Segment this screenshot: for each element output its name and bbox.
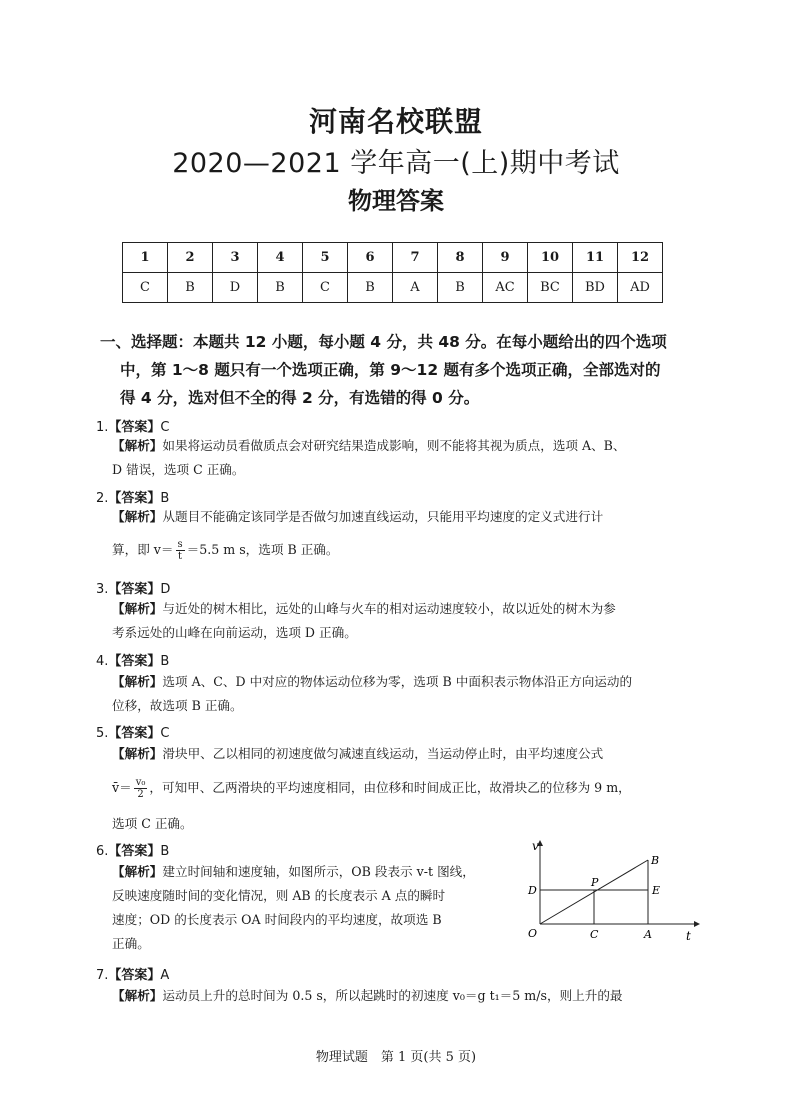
- label-v: v: [532, 839, 539, 853]
- question-6-answer: [96, 840, 169, 859]
- analysis-text: 与近处的树木相比，远处的山峰与火车的相对运动速度较小，故以近处的树木为参: [162, 601, 616, 616]
- fraction-numerator: v₀: [135, 777, 146, 788]
- subject-title: 物理答案: [348, 187, 444, 215]
- question-number-cell: 7: [393, 243, 438, 273]
- question-7-answer: [96, 964, 169, 983]
- formula-text: ＝5.5 m s，选项 B 正确。: [186, 542, 339, 557]
- label-O: O: [528, 927, 538, 940]
- answer-cell: C: [303, 273, 348, 303]
- answer-label: 【答案】: [108, 491, 161, 506]
- formula-text: 算，即 v＝: [112, 542, 174, 557]
- answer-value: B: [160, 844, 170, 859]
- answer-cell: AD: [618, 273, 663, 303]
- question-number-cell: 3: [213, 243, 258, 273]
- answer-table-answer-row: [123, 273, 663, 303]
- answer-value: C: [160, 420, 170, 435]
- answer-value: B: [160, 491, 170, 506]
- question-2-answer: [96, 487, 169, 506]
- analysis-text: 运动员上升的总时间为 0.5 s，所以起跳时的初速度 v₀＝g t₁＝5 m/s，则上升的最: [162, 988, 623, 1003]
- answer-cell: BC: [528, 273, 573, 303]
- question-number-cell: 8: [438, 243, 483, 273]
- answer-table: [122, 242, 663, 303]
- exam-title: 2020—2021 学年高一(上)期中考试: [172, 148, 620, 179]
- label-C: C: [590, 928, 599, 941]
- question-4-analysis: [112, 670, 698, 718]
- formula-text: v̄＝: [112, 780, 132, 795]
- question-number-cell: 5: [303, 243, 348, 273]
- t-axis-arrow: [694, 921, 700, 927]
- answer-label: 【答案】: [108, 420, 161, 435]
- analysis-label: 【解析】: [112, 864, 163, 879]
- label-B: B: [651, 854, 660, 867]
- analysis-text: 如果将运动员看做质点会对研究结果造成影响，则不能将其视为质点，选项 A、B、: [162, 438, 626, 453]
- analysis-text: 正确。: [112, 936, 150, 951]
- question-number-cell: 4: [258, 243, 303, 273]
- answer-value: B: [160, 654, 170, 669]
- question-number-cell: 12: [618, 243, 663, 273]
- question-3-answer: [96, 578, 170, 597]
- answer-value: C: [160, 726, 170, 741]
- school-union-title: 河南名校联盟: [308, 105, 483, 138]
- question-number-cell: 1: [123, 243, 168, 273]
- section-heading-line1: 一、选择题：本题共 12 小题，每小题 4 分，共 48 分。在每小题给出的四个选项: [100, 333, 667, 351]
- answer-table-header-row: [123, 243, 663, 273]
- answer-label: 【答案】: [108, 582, 161, 597]
- question-number-cell: 6: [348, 243, 393, 273]
- question-number: 3.: [96, 582, 109, 597]
- answer-cell: B: [258, 273, 303, 303]
- question-number: 6.: [96, 844, 109, 859]
- analysis-text: 选项 A、C、D 中对应的物体运动位移为零，选项 B 中面积表示物体沿正方向运动的: [162, 674, 633, 689]
- analysis-text: 反映速度随时间的变化情况，则 AB 的长度表示 A 点的瞬时: [112, 888, 446, 903]
- analysis-text: 滑块甲、乙以相同的初速度做匀减速直线运动，当运动停止时，由平均速度公式: [162, 746, 604, 761]
- answer-value: D: [160, 582, 171, 597]
- analysis-label: 【解析】: [112, 438, 163, 453]
- question-number: 1.: [96, 420, 109, 435]
- fraction: [176, 539, 185, 562]
- answer-label: 【答案】: [108, 968, 161, 983]
- answer-label: 【答案】: [108, 654, 161, 669]
- formula-text: ，可知甲、乙两滑块的平均速度相同，由位移和时间成正比，故滑块乙的位移为 9 m，: [149, 780, 631, 795]
- label-E: E: [652, 884, 661, 897]
- question-number: 2.: [96, 491, 109, 506]
- answer-cell: B: [438, 273, 483, 303]
- label-D: D: [528, 884, 537, 897]
- answer-cell: B: [168, 273, 213, 303]
- analysis-label: 【解析】: [112, 601, 163, 616]
- question-5-analysis: [112, 742, 698, 766]
- question-5-tail: 选项 C 正确。: [112, 816, 193, 831]
- label-P: P: [591, 876, 599, 889]
- label-t: t: [686, 929, 691, 943]
- fraction-denominator: t: [178, 551, 183, 562]
- question-2-analysis: [112, 505, 698, 529]
- question-number-cell: 9: [483, 243, 528, 273]
- question-number: 5.: [96, 726, 109, 741]
- question-3-analysis: [112, 597, 698, 645]
- analysis-text: 从题目不能确定该同学是否做匀加速直线运动，只能用平均速度的定义式进行计: [162, 509, 604, 524]
- question-5-answer: [96, 722, 170, 741]
- section-heading-line3: 得 4 分，选对但不全的得 2 分，有选错的得 0 分。: [120, 389, 480, 407]
- fraction-numerator: s: [177, 539, 183, 550]
- question-2-formula: [112, 538, 698, 562]
- analysis-label: 【解析】: [112, 746, 163, 761]
- answer-cell: A: [393, 273, 438, 303]
- analysis-label: 【解析】: [112, 988, 163, 1003]
- answer-label: 【答案】: [108, 844, 161, 859]
- answer-cell: C: [123, 273, 168, 303]
- fraction-denominator: 2: [137, 789, 144, 800]
- question-1-analysis: [112, 434, 698, 482]
- question-number-cell: 10: [528, 243, 573, 273]
- analysis-text: 速度；OD 的长度表示 OA 时间段内的平均速度，故项选 B: [112, 912, 442, 927]
- question-number: 7.: [96, 968, 109, 983]
- label-A: A: [644, 928, 652, 941]
- fraction: [134, 777, 148, 800]
- analysis-text: 建立时间轴和速度轴，如图所示，OB 段表示 v-t 图线，: [162, 864, 475, 879]
- analysis-text: 位移，故选项 B 正确。: [112, 698, 243, 713]
- section-heading-line2: 中，第 1～8 题只有一个选项正确，第 9～12 题有多个选项正确，全部选对的: [120, 361, 661, 379]
- question-1-answer: [96, 416, 170, 435]
- analysis-label: 【解析】: [112, 509, 163, 524]
- question-7-analysis: [112, 984, 702, 1008]
- answer-cell: BD: [573, 273, 618, 303]
- question-number: 4.: [96, 654, 109, 669]
- answer-cell: B: [348, 273, 393, 303]
- page-footer: 物理试题 第 1 页(共 5 页): [315, 1050, 477, 1065]
- question-number-cell: 11: [573, 243, 618, 273]
- analysis-text: D 错误，选项 C 正确。: [112, 462, 245, 477]
- answer-label: 【答案】: [108, 726, 161, 741]
- analysis-label: 【解析】: [112, 674, 163, 689]
- question-6-analysis: [112, 860, 520, 956]
- analysis-text: 考系远处的山峰在向前运动，选项 D 正确。: [112, 625, 357, 640]
- question-4-answer: [96, 650, 169, 669]
- question-5-formula: [112, 776, 698, 800]
- vt-graph: [524, 838, 702, 946]
- answer-value: A: [160, 968, 170, 983]
- answer-cell: AC: [483, 273, 528, 303]
- answer-cell: D: [213, 273, 258, 303]
- question-number-cell: 2: [168, 243, 213, 273]
